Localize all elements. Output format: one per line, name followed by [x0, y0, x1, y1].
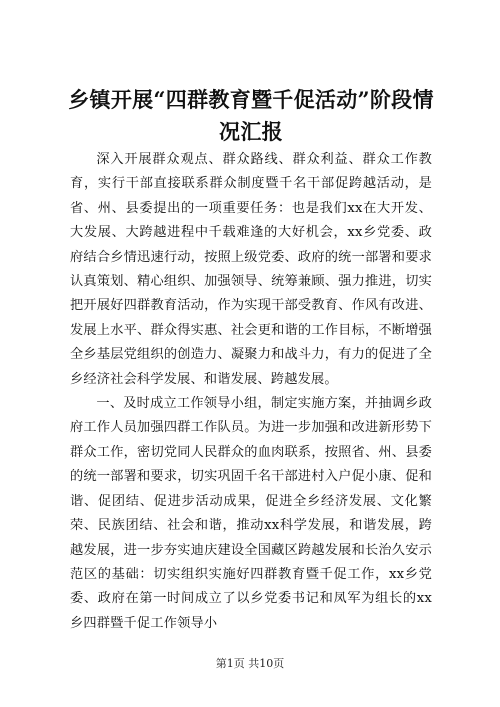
document-title: 乡镇开展“四群教育暨千促活动”阶段情况汇报 — [68, 87, 434, 144]
document-body — [70, 148, 432, 636]
page-number-footer: 第1页 共10页 — [215, 657, 285, 670]
paragraph-intro: 深入开展群众观点、群众路线、群众利益、群众工作教育，实行干部直接联系群众制度暨千名干部促跨越活动，是省、州、县委提出的一项重要任务：也是我们xx在大开发、大发展、大跨越进程中千载难逢的大好机会，xx乡党委、政府结合乡情迅速行动，按照上级党委、政府的统一部署和要求认真策划、精心组织、加强领导、统筹兼顾、强力推进，切实把开展好四群教育活动，作为实现干部受教育、作风有改进、发展上水平、群众得实惠、社会更和谐的工作目标，不断增强全乡基层党组织的创造力、凝聚力和战斗力，有力的促进了全乡经济社会科学发展、和谐发展、跨越发展。 — [70, 152, 432, 387]
paragraph-section-1: 一、及时成立工作领导小组，制定实施方案，并抽调乡政府工作人员加强四群工作队员。为进一步加强和改进新形势下群众工作，密切党同人民群众的血肉联系，按照省、州、县委的统一部署和要求，切实巩固千名干部进村入户促小康、促和谐、促团结、促进步活动成果，促进全乡经济发展、文化繁荣、民族团结、社会和谐，推动xx科学发展，和谐发展，跨越发展，进一步夯实迪庆建设全国藏区跨越发展和长治久安示范区的基础：切实组织实施好四群教育暨千促工作，xx乡党委、政府在第一时间成立了以乡党委书记和凤军为组长的xx乡四群暨千促工作领导小 — [70, 396, 432, 631]
